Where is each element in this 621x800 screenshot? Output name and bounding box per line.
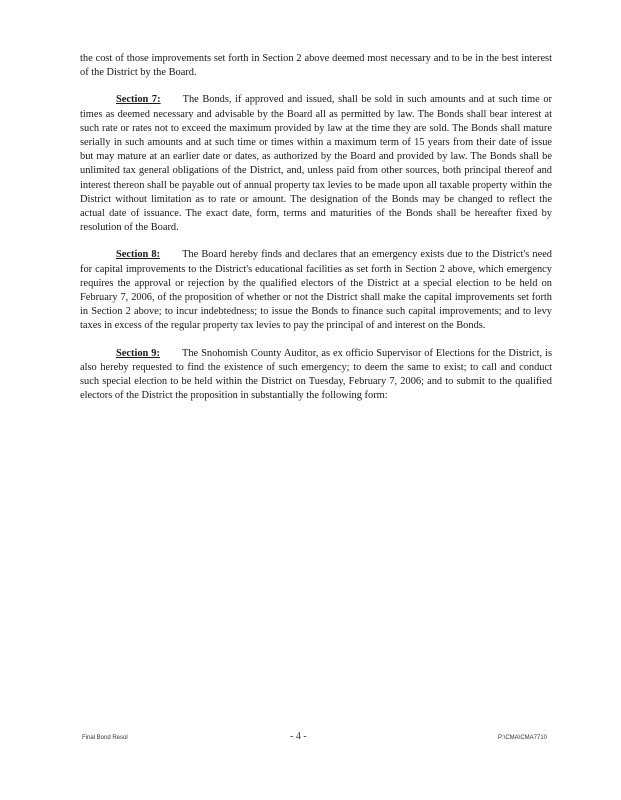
document-body	[80, 52, 552, 416]
section-7-paragraph	[80, 93, 552, 235]
page-number: - 4 -	[290, 731, 307, 742]
intro-paragraph: the cost of those improvements set forth in Section 2 above deemed most necessary and to be in the best interest of the District by the Board.	[80, 53, 552, 79]
section-9-paragraph	[80, 347, 552, 404]
footer-right-text: P:\CMA\CMA7710	[498, 735, 548, 741]
page-footer	[0, 733, 621, 747]
section-8-paragraph	[80, 248, 552, 333]
section-7-text: The Bonds, if approved and issued, shall be sold in such amounts and at such time or times as deemed necessary and advisable by the Board all as permitted by law. The Bonds shall bear interest at such rate or rates not to exceed the maximum provided by law at the time they are sold. The Bonds shall mature serially in such amounts and at such time or times within a maximum term of 15 years from their date of issue but may mature at an earlier date or dates, as authorized by the Board and provided by law. The Bonds shall be unlimited tax general obligations of the District, and, unless paid from other sources, both principal thereof and interest thereon shall be payable out of annual property tax levies to be made upon all taxable property within the District without limitation as to rate or amount. The designation of the Bonds may be changed to reflect the actual date of issuance. The exact date, form, terms and maturities of the Bonds shall be hereafter fixed by resolution of the Board.	[80, 94, 552, 234]
section-8-heading: Section 8:	[116, 249, 161, 261]
section-9-text: The Snohomish County Auditor, as ex officio Supervisor of Elections for the District, is also hereby requested to find the existence of such emergency; to deem the same to exist; to call and conduct such special election to be held within the District on Tuesday, February 7, 2006; and to submit to the qualified electors of the District the proposition in substantially the following form:	[80, 347, 553, 402]
section-7-heading: Section 7:	[116, 94, 161, 106]
section-9-heading: Section 9:	[116, 347, 160, 359]
footer-left-text: Final Bond Resol	[82, 735, 128, 741]
section-8-text: The Board hereby finds and declares that an emergency exists due to the District's need for capital improvements to the District's educational facilities as set forth in Section 2 above, which emergency requires the approval or rejection by the qualified electors of the District at a special election to be held on February 7, 2006, of the proposition of whether or not the District shall make the capital improvements set forth in Section 2 above; to incur indebtedness; to issue the Bonds to finance such capital improvements; and to levy taxes in excess of the regular property tax levies to pay the principal of and interest on the Bonds.	[80, 249, 552, 332]
